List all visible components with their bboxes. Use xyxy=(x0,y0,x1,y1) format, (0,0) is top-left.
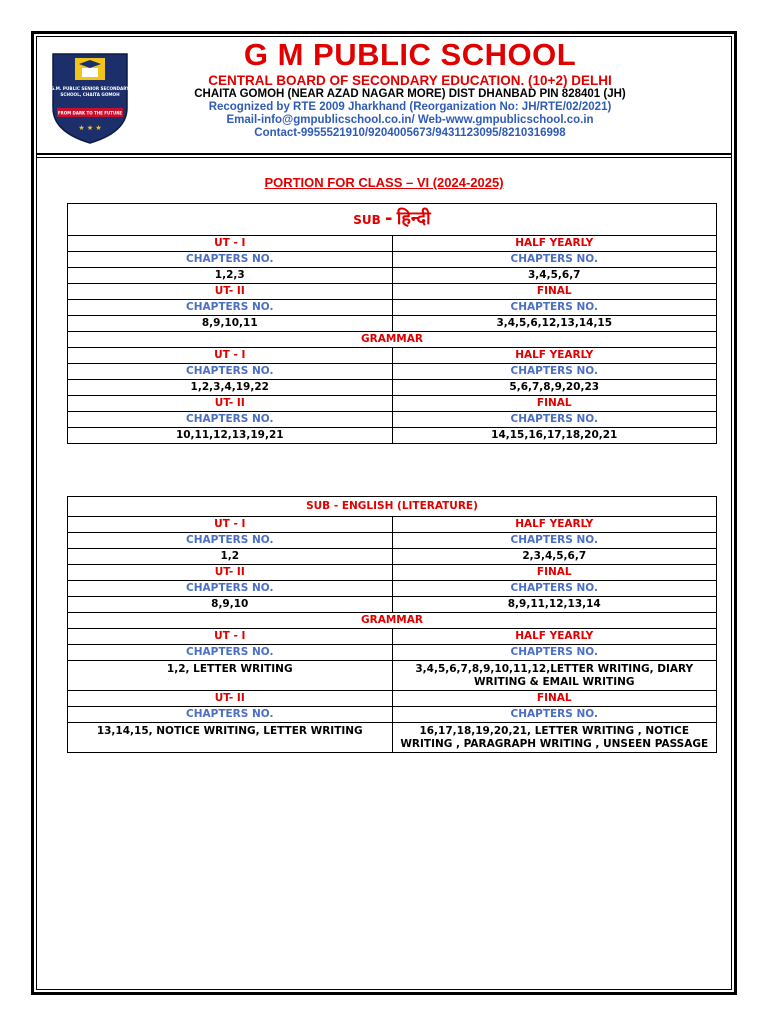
table-row xyxy=(68,597,717,613)
header-divider xyxy=(36,153,732,155)
school-header xyxy=(140,38,680,140)
english-syllabus-table xyxy=(67,496,717,753)
chapters-value: 10,11,12,13,19,21 xyxy=(68,428,393,444)
crest-text-line1: G.M. PUBLIC SENIOR SECONDARY xyxy=(50,86,130,91)
exam-label-ut2: UT- II xyxy=(68,396,393,412)
chapters-value: 16,17,18,19,20,21, LETTER WRITING , NOTICE WRITING , PARAGRAPH WRITING , UNSEEN PASSAGE xyxy=(392,723,717,753)
chapters-value: 1,2,3 xyxy=(68,268,393,284)
chapters-label: CHAPTERS NO. xyxy=(68,364,393,380)
exam-label-half-yearly: HALF YEARLY xyxy=(392,236,717,252)
crest-stars: ★ ★ ★ xyxy=(78,124,102,132)
exam-label-final: FINAL xyxy=(392,396,717,412)
table-row xyxy=(68,581,717,597)
crest-text-line2: SCHOOL, CHAITA GOMOH xyxy=(60,92,120,97)
chapters-label: CHAPTERS NO. xyxy=(68,412,393,428)
table-row xyxy=(68,565,717,581)
table-row xyxy=(68,707,717,723)
exam-label-half-yearly: HALF YEARLY xyxy=(392,348,717,364)
chapters-label: CHAPTERS NO. xyxy=(392,364,717,380)
chapters-value: 13,14,15, NOTICE WRITING, LETTER WRITING xyxy=(68,723,393,753)
chapters-value: 14,15,16,17,18,20,21 xyxy=(392,428,717,444)
exam-label-final: FINAL xyxy=(392,565,717,581)
chapters-value: 8,9,10 xyxy=(68,597,393,613)
chapters-label: CHAPTERS NO. xyxy=(68,252,393,268)
hindi-subject-title xyxy=(68,204,717,236)
table-row xyxy=(68,412,717,428)
table-row xyxy=(68,645,717,661)
table-row xyxy=(68,236,717,252)
english-subject-title: SUB - ENGLISH (LITERATURE) xyxy=(68,497,717,517)
board-line: CENTRAL BOARD OF SECONDARY EDUCATION. (10+2) DELHI xyxy=(208,73,612,88)
chapters-label: CHAPTERS NO. xyxy=(68,707,393,723)
header-divider-thin xyxy=(36,157,732,158)
chapters-label: CHAPTERS NO. xyxy=(392,412,717,428)
table-row xyxy=(68,348,717,364)
portion-title: PORTION FOR CLASS – VI (2024-2025) xyxy=(264,175,504,190)
chapters-label: CHAPTERS NO. xyxy=(68,581,393,597)
chapters-label: CHAPTERS NO. xyxy=(68,533,393,549)
exam-label-half-yearly: HALF YEARLY xyxy=(392,629,717,645)
subject-hindi-name: हिन्दी xyxy=(396,208,431,229)
exam-label-ut2: UT- II xyxy=(68,691,393,707)
subject-prefix: SUB xyxy=(353,213,381,227)
table-row xyxy=(68,396,717,412)
chapters-value: 3,4,5,6,7,8,9,10,11,12,LETTER WRITING, DIARY WRITING & EMAIL WRITING xyxy=(392,661,717,691)
exam-label-ut1: UT - I xyxy=(68,629,393,645)
address-line: CHAITA GOMOH (NEAR AZAD NAGAR MORE) DIST DHANBAD PIN 828401 (JH) xyxy=(194,88,626,100)
table-row xyxy=(68,428,717,444)
table-row xyxy=(68,613,717,629)
chapters-label: CHAPTERS NO. xyxy=(392,581,717,597)
table-row xyxy=(68,300,717,316)
exam-label-ut1: UT - I xyxy=(68,348,393,364)
table-row xyxy=(68,284,717,300)
chapters-label: CHAPTERS NO. xyxy=(392,252,717,268)
chapters-value: 1,2, LETTER WRITING xyxy=(68,661,393,691)
recognition-line: Recognized by RTE 2009 Jharkhand (Reorganization No: JH/RTE/02/2021) xyxy=(208,101,612,113)
table-row xyxy=(68,691,717,707)
chapters-label: CHAPTERS NO. xyxy=(68,645,393,661)
table-row xyxy=(68,380,717,396)
table-row xyxy=(68,252,717,268)
chapters-value: 3,4,5,6,12,13,14,15 xyxy=(392,316,717,332)
chapters-value: 1,2,3,4,19,22 xyxy=(68,380,393,396)
grammar-heading: GRAMMAR xyxy=(68,613,717,629)
table-row xyxy=(68,533,717,549)
exam-label-ut1: UT - I xyxy=(68,236,393,252)
table-row xyxy=(68,316,717,332)
chapters-label: CHAPTERS NO. xyxy=(68,300,393,316)
table-row xyxy=(68,204,717,236)
table-row xyxy=(68,364,717,380)
chapters-label: CHAPTERS NO. xyxy=(392,533,717,549)
exam-label-half-yearly: HALF YEARLY xyxy=(392,517,717,533)
chapters-value: 8,9,11,12,13,14 xyxy=(392,597,717,613)
chapters-value: 3,4,5,6,7 xyxy=(392,268,717,284)
chapters-value: 2,3,4,5,6,7 xyxy=(392,549,717,565)
chapters-label: CHAPTERS NO. xyxy=(392,645,717,661)
chapters-label: CHAPTERS NO. xyxy=(392,300,717,316)
chapters-label: CHAPTERS NO. xyxy=(392,707,717,723)
table-row xyxy=(68,497,717,517)
hindi-syllabus-table xyxy=(67,203,717,444)
exam-label-final: FINAL xyxy=(392,691,717,707)
crest-ribbon: FROM DARK TO THE FUTURE xyxy=(57,110,123,116)
exam-label-ut2: UT- II xyxy=(68,284,393,300)
exam-label-ut2: UT- II xyxy=(68,565,393,581)
exam-label-final: FINAL xyxy=(392,284,717,300)
chapters-value: 8,9,10,11 xyxy=(68,316,393,332)
table-row xyxy=(68,629,717,645)
table-row xyxy=(68,268,717,284)
school-crest-icon xyxy=(49,50,131,145)
school-name: G M PUBLIC SCHOOL xyxy=(243,37,577,72)
table-row xyxy=(68,549,717,565)
table-row xyxy=(68,661,717,691)
exam-label-ut1: UT - I xyxy=(68,517,393,533)
table-row xyxy=(68,332,717,348)
email-web-line: Email-info@gmpublicschool.co.in/ Web-www.gmpublicschool.co.in xyxy=(226,114,594,126)
grammar-heading: GRAMMAR xyxy=(68,332,717,348)
chapters-value: 5,6,7,8,9,20,23 xyxy=(392,380,717,396)
table-row xyxy=(68,723,717,753)
subject-separator: - xyxy=(385,208,393,229)
chapters-value: 1,2 xyxy=(68,549,393,565)
contact-line: Contact-9955521910/9204005673/9431123095/8210316998 xyxy=(254,127,566,139)
table-row xyxy=(68,517,717,533)
